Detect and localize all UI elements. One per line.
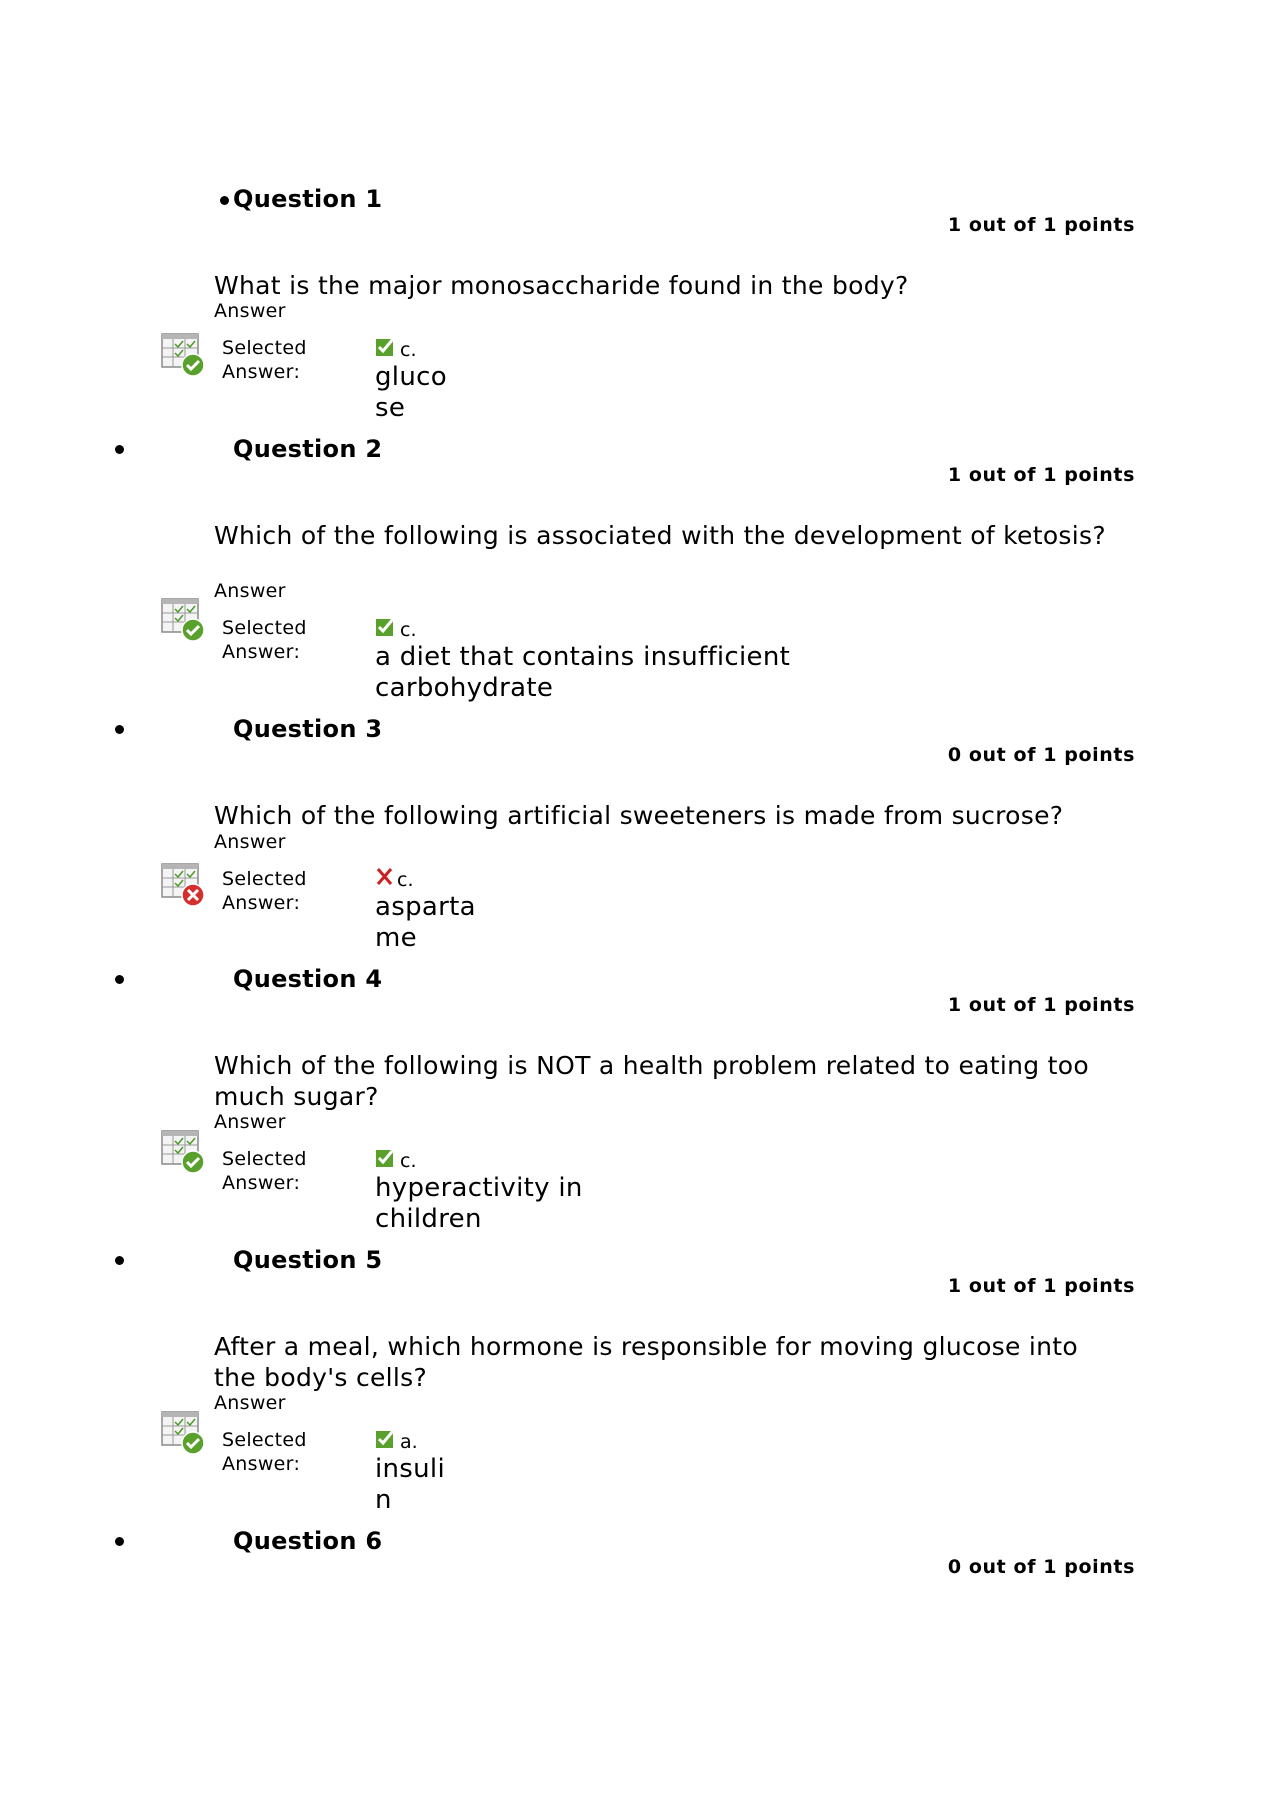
green-check-icon [375, 337, 395, 357]
answer-letter: c. [400, 619, 417, 641]
selected-answer-text: hyperactivity in children [375, 1173, 583, 1234]
answer-label: Answer [214, 580, 286, 602]
grade-sheet-check-icon [161, 1411, 207, 1457]
answer-letter: c. [397, 869, 414, 891]
selected-answer-text: asparta me [375, 892, 476, 953]
grade-sheet-x-icon [161, 863, 207, 909]
answer-letter: c. [400, 1150, 417, 1172]
bullet [115, 975, 124, 984]
points-score: 0 out of 1 points [947, 744, 1135, 766]
grade-sheet-check-icon [161, 598, 207, 644]
red-x-icon [375, 866, 395, 886]
green-check-icon [375, 1429, 395, 1449]
question-text: After a meal, which hormone is responsible for moving glucose into the body's cells? [214, 1332, 1079, 1392]
selected-answer-text: a diet that contains insufficient carbohydrate [375, 642, 791, 703]
answer-letter: c. [400, 339, 417, 361]
question-heading: Question 1 [233, 185, 383, 213]
question-heading: Question 3 [233, 715, 383, 743]
selected-answer-label: Selected Answer: [222, 1148, 307, 1194]
bullet [115, 1256, 124, 1265]
question-text: What is the major monosaccharide found in the body? [214, 271, 909, 300]
answer-label: Answer [214, 831, 286, 853]
points-score: 1 out of 1 points [947, 1275, 1135, 1297]
green-check-icon [375, 617, 395, 637]
question-text: Which of the following is associated with the development of ketosis? [214, 521, 1106, 550]
bullet [115, 1537, 124, 1546]
grade-sheet-check-icon [161, 1130, 207, 1176]
selected-answer-text: insuli n [375, 1454, 445, 1515]
question-text: Which of the following is NOT a health problem related to eating too much sugar? [214, 1051, 1089, 1111]
selected-answer-label: Selected Answer: [222, 1429, 307, 1475]
question-heading: Question 5 [233, 1246, 383, 1274]
selected-answer-label: Selected Answer: [222, 337, 307, 383]
green-check-icon [375, 1148, 395, 1168]
points-score: 1 out of 1 points [947, 994, 1135, 1016]
question-heading: Question 2 [233, 435, 383, 463]
points-score: 1 out of 1 points [947, 214, 1135, 236]
bullet [115, 725, 124, 734]
points-score: 1 out of 1 points [947, 464, 1135, 486]
bullet [220, 196, 229, 205]
grade-sheet-check-icon [161, 333, 207, 379]
question-heading: Question 6 [233, 1527, 383, 1555]
selected-answer-label: Selected Answer: [222, 868, 307, 914]
selected-answer-text: gluco se [375, 362, 447, 423]
answer-label: Answer [214, 1111, 286, 1133]
selected-answer-label: Selected Answer: [222, 617, 307, 663]
question-heading: Question 4 [233, 965, 383, 993]
question-text: Which of the following artificial sweeteners is made from sucrose? [214, 801, 1064, 830]
points-score: 0 out of 1 points [947, 1556, 1135, 1578]
answer-label: Answer [214, 300, 286, 322]
answer-letter: a. [400, 1431, 418, 1453]
bullet [115, 445, 124, 454]
answer-label: Answer [214, 1392, 286, 1414]
